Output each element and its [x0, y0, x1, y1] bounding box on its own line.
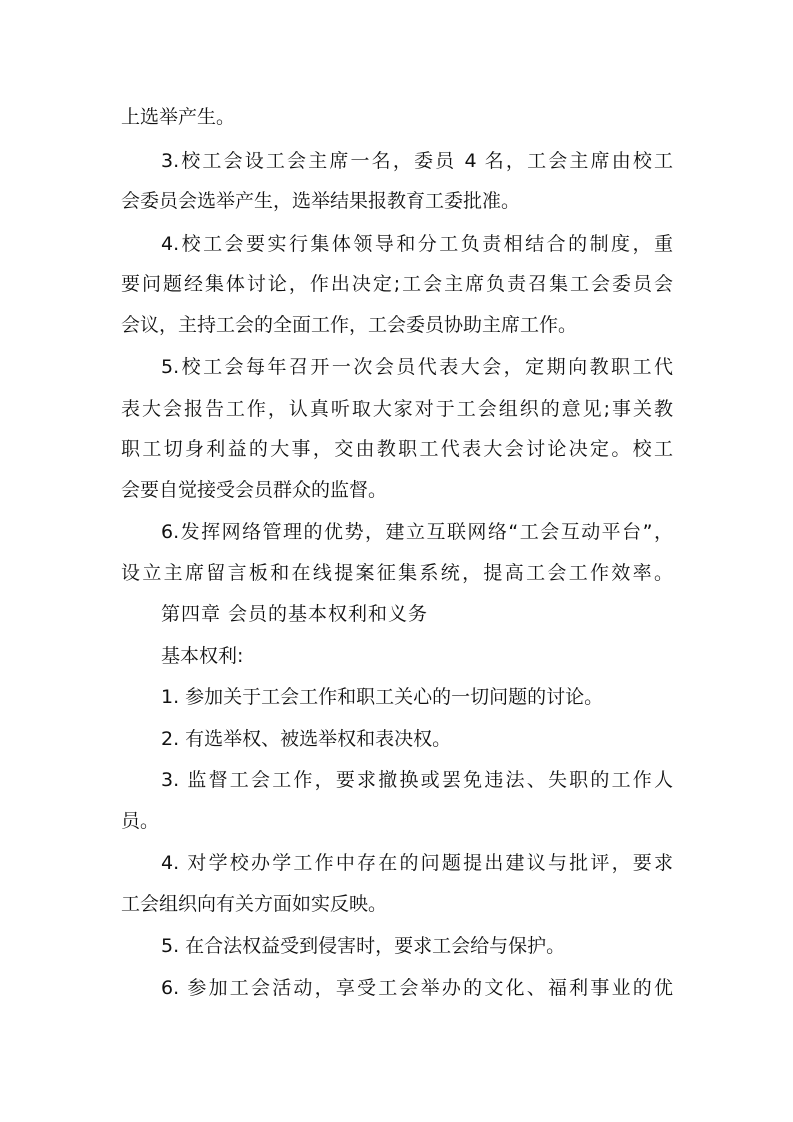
- paragraph-line: 要问题经集体讨论，作出决定;工会主席负责召集工会委员会: [121, 273, 673, 295]
- paragraph-line: 6.发挥网络管理的优势，建立互联网络“工会互动平台”，: [161, 521, 673, 543]
- paragraph-line: 设立主席留言板和在线提案征集系统，提高工会工作效率。: [121, 562, 673, 584]
- paragraph-line: 5.校工会每年召开一次会员代表大会，定期向教职工代: [161, 356, 673, 378]
- section-heading: 基本权利:: [161, 645, 244, 667]
- paragraph-line: 会要自觉接受会员群众的监督。: [121, 479, 388, 501]
- list-item: 5. 在合法权益受到侵害时，要求工会给与保护。: [161, 935, 566, 957]
- chapter-heading: 第四章 会员的基本权利和义务: [161, 603, 429, 625]
- list-item-continuation: 工会组织向有关方面如实反映。: [121, 893, 388, 915]
- paragraph-line: 会议，主持工会的全面工作，工会委员协助主席工作。: [121, 314, 578, 336]
- list-item: 1. 参加关于工会工作和职工关心的一切问题的讨论。: [161, 686, 604, 708]
- paragraph-line: 职工切身利益的大事，交由教职工代表大会讨论决定。校工: [121, 438, 673, 460]
- paragraph-line: 上选举产生。: [121, 106, 236, 128]
- paragraph-line: 3.校工会设工会主席一名，委员 4 名，工会主席由校工: [161, 150, 673, 172]
- list-item: 3. 监督工会工作，要求撤换或罢免违法、失职的工作人: [161, 769, 673, 791]
- paragraph-line: 会委员会选举产生，选举结果报教育工委批准。: [121, 190, 521, 212]
- paragraph-line: 4.校工会要实行集体领导和分工负责相结合的制度，重: [161, 233, 673, 255]
- list-item: 4. 对学校办学工作中存在的问题提出建议与批评，要求: [161, 852, 673, 874]
- list-item-continuation: 员。: [121, 810, 160, 832]
- paragraph-line: 表大会报告工作，认真听取大家对于工会组织的意见;事关教: [121, 398, 673, 420]
- list-item: 6. 参加工会活动，享受工会举办的文化、福利事业的优: [161, 977, 673, 999]
- list-item: 2. 有选举权、被选举权和表决权。: [161, 728, 452, 750]
